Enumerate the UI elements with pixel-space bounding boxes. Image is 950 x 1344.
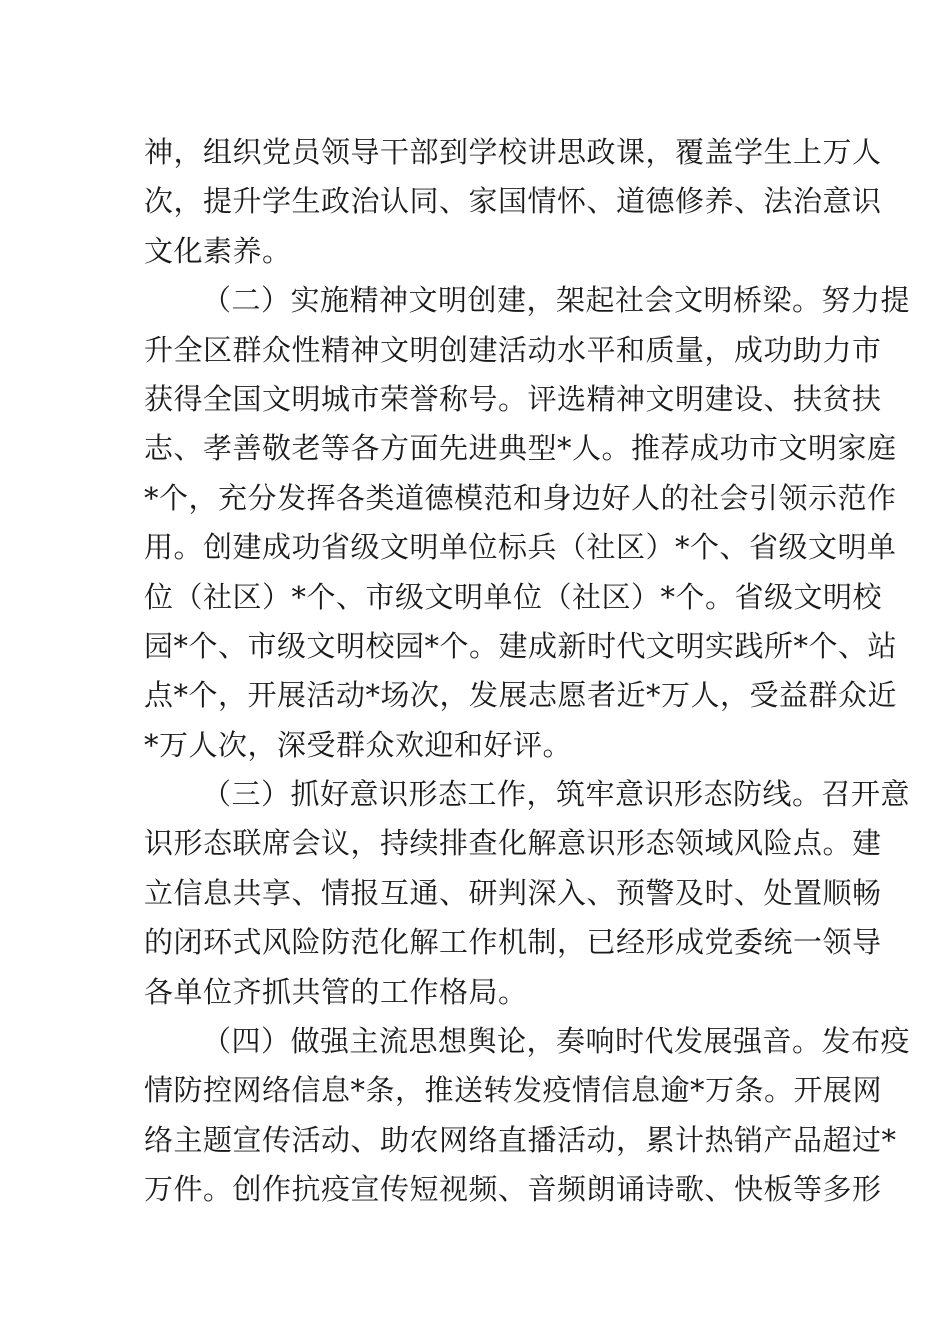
text-line: 点*个，开展活动*场次，发展志愿者近*万人，受益群众近 bbox=[144, 678, 898, 713]
text-line: 文化素养。 bbox=[144, 233, 292, 268]
text-line: 升全区群众性精神文明创建活动水平和质量，成功助力市 bbox=[144, 332, 882, 367]
text-line: 络主题宣传活动、助农网络直播活动，累计热销产品超过* bbox=[144, 1122, 897, 1157]
text-line: 情防控网络信息*条，推送转发疫情信息逾*万条。开展网 bbox=[144, 1073, 883, 1108]
paragraph-4 bbox=[144, 1017, 911, 1215]
text-line: 获得全国文明城市荣誉称号。评选精神文明建设、扶贫扶 bbox=[144, 381, 882, 416]
text-line: 园*个、市级文明校园*个。建成新时代文明实践所*个、站 bbox=[144, 628, 898, 663]
text-line: （四）做强主流思想舆论，奏响时代发展强音。发布疫 bbox=[202, 1024, 911, 1059]
text-line: 识形态联席会议，持续排查化解意识形态领域风险点。建 bbox=[144, 826, 882, 861]
text-line: （二）实施精神文明创建，架起社会文明桥梁。努力提 bbox=[202, 283, 911, 318]
paragraph-1 bbox=[144, 128, 882, 276]
text-line: *万人次，深受群众欢迎和好评。 bbox=[144, 727, 573, 762]
text-line: 各单位齐抓共管的工作格局。 bbox=[144, 974, 528, 1009]
paragraph-3 bbox=[144, 770, 911, 1017]
text-line: 次，提升学生政治认同、家国情怀、道德修养、法治意识 bbox=[144, 184, 882, 219]
text-line: 位（社区）*个、市级文明单位（社区）*个。省级文明校 bbox=[144, 579, 883, 614]
text-line: 立信息共享、情报互通、研判深入、预警及时、处置顺畅 bbox=[144, 875, 882, 910]
text-line: 神，组织党员领导干部到学校讲思政课，覆盖学生上万人 bbox=[144, 135, 882, 169]
text-line: 志、孝善敬老等各方面先进典型*人。推荐成功市文明家庭 bbox=[144, 431, 897, 466]
paragraph-2 bbox=[144, 276, 911, 770]
text-line: 的闭环式风险防范化解工作机制，已经形成党委统一领导 bbox=[144, 925, 882, 960]
text-line: 万件。创作抗疫宣传短视频、音频朗诵诗歌、快板等多形 bbox=[144, 1172, 882, 1207]
text-line: *个，充分发挥各类道德模范和身边好人的社会引领示范作 bbox=[144, 480, 897, 515]
text-line: 用。创建成功省级文明单位标兵（社区）*个、省级文明单 bbox=[144, 530, 897, 565]
document-body bbox=[144, 128, 911, 1215]
text-line: （三）抓好意识形态工作，筑牢意识形态防线。召开意 bbox=[202, 777, 911, 812]
